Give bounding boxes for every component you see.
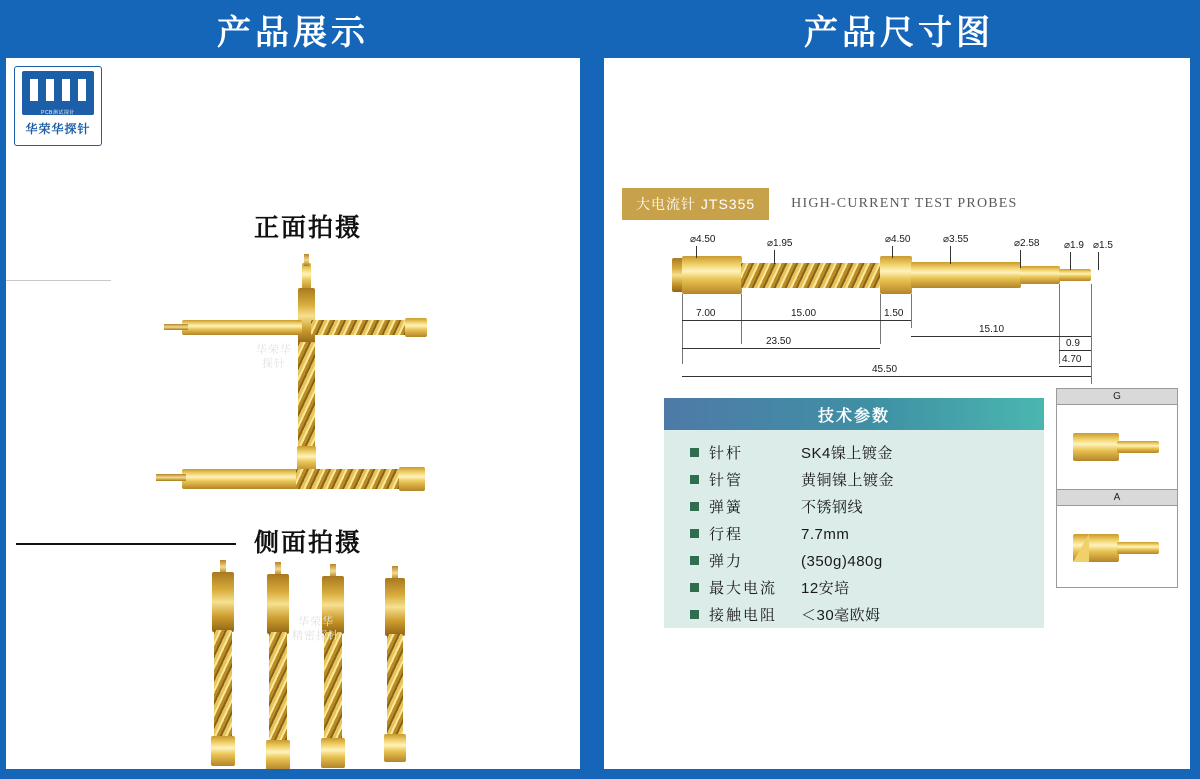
dim-L4: 15.10 bbox=[979, 324, 1005, 335]
bullet-square-icon bbox=[690, 502, 699, 511]
tip-style-cell-a bbox=[1057, 489, 1177, 589]
spec-value: 黄铜镍上镀金 bbox=[801, 472, 895, 489]
ext-line-5 bbox=[1091, 284, 1092, 384]
dim-d6: ⌀1.9 bbox=[1064, 240, 1084, 251]
dimline-L2 bbox=[741, 320, 880, 321]
dimline-L6 bbox=[682, 348, 880, 349]
dim-d7: ⌀1.5 bbox=[1093, 240, 1113, 251]
tip-style-cell-g bbox=[1057, 389, 1177, 489]
tip-style-drawing-a bbox=[1057, 506, 1177, 590]
dim-L1: 7.00 bbox=[696, 308, 716, 319]
model-label-cn: 大电流针 JTS355 bbox=[622, 188, 769, 220]
probe-s4-body bbox=[385, 578, 405, 636]
dim-L3: 1.50 bbox=[884, 308, 904, 319]
tip-g-body bbox=[1073, 433, 1119, 461]
spec-key: 针管 bbox=[709, 472, 744, 489]
dim-probe-spring bbox=[741, 263, 881, 288]
probe-s2-base bbox=[266, 740, 290, 769]
probe-v-body bbox=[298, 288, 315, 344]
tip-g-shank bbox=[1117, 441, 1159, 453]
probe-h2-base bbox=[399, 467, 425, 491]
spec-table-header: 技术参数 bbox=[664, 398, 1044, 430]
bullet-square-icon bbox=[690, 610, 699, 619]
dim-d5: ⌀2.58 bbox=[1014, 238, 1040, 249]
dim-d4: ⌀3.55 bbox=[943, 234, 969, 245]
dim-L6: 23.50 bbox=[766, 336, 792, 347]
probe-s1-body bbox=[212, 572, 234, 632]
dim-probe-collar bbox=[880, 256, 912, 294]
leader-d7 bbox=[1098, 252, 1099, 270]
probe-s2-body bbox=[267, 574, 289, 634]
spec-table-rows bbox=[664, 430, 1044, 625]
probe-h1-tip bbox=[164, 324, 188, 330]
spec-key: 最大电流 bbox=[709, 580, 778, 597]
ext-line-4 bbox=[911, 294, 912, 328]
dim-probe-head bbox=[682, 256, 742, 294]
probe-s2-spring bbox=[269, 632, 287, 744]
probe-h2-spring bbox=[296, 469, 401, 489]
dim-L8: 45.50 bbox=[872, 364, 898, 375]
tip-style-drawing-g bbox=[1057, 405, 1177, 489]
dim-probe-barrel bbox=[911, 262, 1021, 288]
spec-value: 7.7mm bbox=[801, 526, 850, 543]
tip-a-chisel-icon bbox=[1073, 534, 1089, 562]
tip-style-label-g: G bbox=[1057, 389, 1177, 405]
dim-probe-shank bbox=[1020, 266, 1060, 284]
dimline-L5 bbox=[1059, 350, 1091, 351]
dim-L7: 4.70 bbox=[1062, 354, 1082, 365]
spec-row bbox=[690, 496, 1044, 517]
spec-key: 接触电阻 bbox=[709, 607, 778, 624]
product-photos-body bbox=[6, 58, 580, 769]
probe-v-tip bbox=[304, 254, 309, 266]
ext-line-2 bbox=[741, 294, 742, 344]
spec-row bbox=[690, 550, 1044, 571]
spec-key: 弹力 bbox=[709, 553, 744, 570]
probe-h2-barrel bbox=[182, 469, 298, 489]
probe-s4-spring bbox=[387, 634, 403, 738]
panel-title-left: 产品展示 bbox=[217, 13, 369, 52]
probe-s1-base bbox=[211, 736, 235, 766]
probe-v-spring bbox=[298, 342, 315, 450]
spec-row bbox=[690, 523, 1044, 544]
dimline-L3 bbox=[880, 320, 911, 321]
spec-key: 针杆 bbox=[709, 445, 744, 462]
bullet-square-icon bbox=[690, 556, 699, 565]
product-dimension-body bbox=[604, 58, 1190, 769]
dim-probe-plunger bbox=[1059, 269, 1091, 281]
dim-d1: ⌀4.50 bbox=[690, 234, 716, 245]
ext-line-1 bbox=[682, 294, 683, 364]
logo-mark-icon bbox=[22, 71, 94, 115]
leader-d4 bbox=[950, 246, 951, 264]
brand-logo bbox=[14, 66, 102, 146]
dimline-L4 bbox=[911, 336, 1091, 337]
spec-table bbox=[664, 398, 1044, 628]
probe-h1-barrel bbox=[182, 320, 302, 335]
spec-value: 12安培 bbox=[801, 580, 850, 597]
caption-front-view: 正面拍摄 bbox=[254, 214, 363, 242]
spec-row bbox=[690, 469, 1044, 490]
bullet-square-icon bbox=[690, 529, 699, 538]
spec-value: ＜30毫欧姆 bbox=[801, 607, 881, 624]
logo-brand-text: 华荣华探针 bbox=[25, 122, 91, 136]
dim-d3: ⌀4.50 bbox=[885, 234, 911, 245]
model-label-en: HIGH-CURRENT TEST PROBES bbox=[791, 196, 1018, 211]
product-dimension-panel bbox=[598, 0, 1200, 779]
divider-side-view bbox=[16, 543, 236, 545]
tip-style-panel bbox=[1056, 388, 1178, 588]
probe-h1-base bbox=[405, 318, 427, 337]
tip-style-label-a: A bbox=[1057, 490, 1177, 506]
spec-value: (350g)480g bbox=[801, 553, 883, 570]
dim-d2: ⌀1.95 bbox=[767, 238, 793, 249]
dimline-L1 bbox=[682, 320, 741, 321]
probe-s1-spring bbox=[214, 630, 232, 740]
probe-s3-spring bbox=[324, 632, 342, 742]
product-photos-panel bbox=[0, 0, 586, 779]
bullet-square-icon bbox=[690, 583, 699, 592]
leader-d3 bbox=[892, 246, 893, 258]
probe-h2-tip bbox=[156, 474, 186, 481]
probe-h1-spring bbox=[311, 320, 407, 335]
spec-key: 行程 bbox=[709, 526, 744, 543]
spec-value: SK4镍上镀金 bbox=[801, 445, 893, 462]
leader-d1 bbox=[696, 246, 697, 258]
dimline-L7 bbox=[1059, 366, 1091, 367]
spec-key: 弹簧 bbox=[709, 499, 744, 516]
probe-s3-base bbox=[321, 738, 345, 768]
spec-row bbox=[690, 577, 1044, 598]
tip-a-shank bbox=[1117, 542, 1159, 554]
leader-d5 bbox=[1020, 250, 1021, 268]
spec-row bbox=[690, 442, 1044, 463]
leader-d6 bbox=[1070, 252, 1071, 270]
dimline-L8 bbox=[682, 376, 1091, 377]
bullet-square-icon bbox=[690, 475, 699, 484]
probe-s4-base bbox=[384, 734, 406, 762]
bullet-square-icon bbox=[690, 448, 699, 457]
probe-v-barrel-top bbox=[302, 263, 311, 291]
watermark-1: 华荣华 探针 bbox=[256, 344, 292, 370]
dim-L2: 15.00 bbox=[791, 308, 817, 319]
caption-side-view: 侧面拍摄 bbox=[254, 529, 363, 557]
decorative-line-top bbox=[6, 280, 111, 281]
spec-value: 不锈钢线 bbox=[801, 499, 864, 516]
watermark-2: 华荣华 精密探针 bbox=[292, 616, 340, 642]
ext-line-6 bbox=[1059, 284, 1060, 364]
panel-title-right: 产品尺寸图 bbox=[804, 13, 994, 52]
spec-row bbox=[690, 604, 1044, 625]
ext-line-3 bbox=[880, 294, 881, 344]
leader-d2 bbox=[774, 250, 775, 264]
logo-mark-caption: PCB测试探针 bbox=[41, 110, 75, 116]
dim-L5: 0.9 bbox=[1066, 338, 1080, 349]
